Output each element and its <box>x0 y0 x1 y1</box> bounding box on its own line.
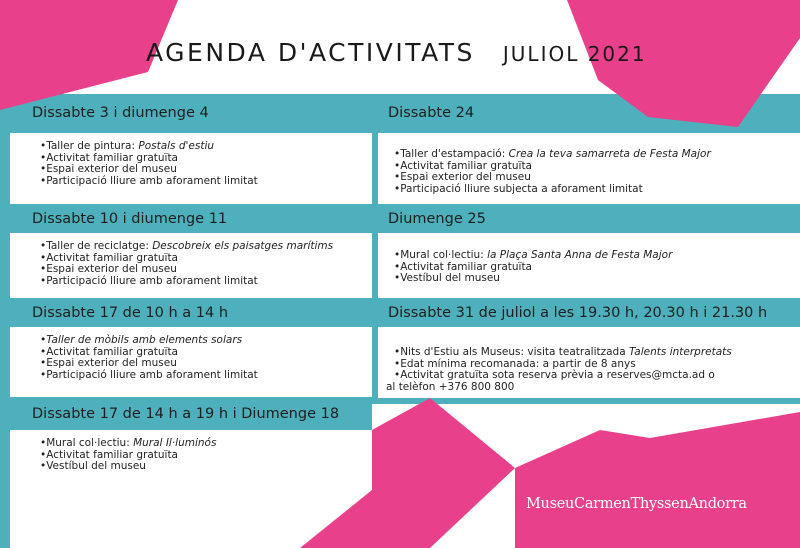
activity-line: •Participació lliure amb aforament limitat <box>40 368 258 381</box>
activity-line: •Taller de reciclatge: Descobreix els paisatges marítims <box>40 240 334 252</box>
activity-line: •Espai exterior del museu <box>40 163 177 176</box>
activity-line: •Participació lliure amb aforament limitat <box>40 174 258 187</box>
activity-line: •Vestíbul del museu <box>394 272 500 285</box>
date-heading: Dissabte 3 i diumenge 4 <box>32 105 209 121</box>
activity-line: •Vestíbul del museu <box>40 460 146 473</box>
activity-line: •Nits d'Estiu als Museus: visita teatralitzada Talents interpretats <box>394 346 732 358</box>
activity-box <box>10 430 372 490</box>
activity-line: •Mural col·lectiu: la Plaça Santa Anna de Festa Major <box>394 249 673 261</box>
activity-box <box>10 233 372 298</box>
activity-box <box>10 133 372 204</box>
activity-line: •Participació lliure amb aforament limitat <box>40 274 258 287</box>
pink-shape <box>515 412 800 548</box>
activity-line: •Espai exterior del museu <box>40 263 177 276</box>
activity-line: •Activitat gratuïta sota reserva prèvia a reserves@mcta.ad o <box>394 369 715 382</box>
activity-line: •Taller de mòbils amb elements solars <box>40 334 243 346</box>
activity-line: •Taller de pintura: Postals d'estiu <box>40 140 215 152</box>
date-heading: Dissabte 17 de 10 h a 14 h <box>32 305 229 321</box>
activity-line: •Activitat familiar gratuïta <box>40 448 178 461</box>
activity-line: •Activitat familiar gratuïta <box>40 345 178 358</box>
date-heading: Dissabte 24 <box>388 105 475 121</box>
activity-line: •Espai exterior del museu <box>40 357 177 370</box>
page-title <box>146 38 647 67</box>
title-sub: JULIOL 2021 <box>502 42 647 66</box>
activity-line: •Activitat familiar gratuïta <box>40 151 178 164</box>
teal-band <box>0 133 10 204</box>
activity-box <box>378 133 800 204</box>
activity-line: •Taller d'estampació: Crea la teva samarreta de Festa Major <box>394 148 711 160</box>
activity-line: •Mural col·lectiu: Mural Il·luminós <box>40 437 217 449</box>
museum-logo: MuseuCarmenThyssenAndorra <box>526 496 747 512</box>
activity-box <box>10 327 372 397</box>
activity-box <box>378 233 800 298</box>
date-heading: Dissabte 10 i diumenge 11 <box>32 211 228 227</box>
activity-box <box>378 327 800 398</box>
teal-band <box>372 398 800 404</box>
teal-band <box>0 327 10 397</box>
activity-line: •Participació lliure subjecta a aforament limitat <box>394 182 643 195</box>
title-main: AGENDA D'ACTIVITATS <box>146 38 475 67</box>
activity-line: •Activitat familiar gratuïta <box>394 159 532 172</box>
activity-line: al telèfon +376 800 800 <box>386 380 515 393</box>
date-heading: Diumenge 25 <box>388 211 486 227</box>
date-heading: Dissabte 17 de 14 h a 19 h i Diumenge 18 <box>32 406 340 422</box>
activity-line: •Activitat familiar gratuïta <box>394 260 532 273</box>
activity-line: •Espai exterior del museu <box>394 171 531 184</box>
activity-line: •Edat mínima recomanada: a partir de 8 anys <box>394 357 636 370</box>
date-heading: Dissabte 31 de juliol a les 19.30 h, 20.30 h i 21.30 h <box>388 305 768 321</box>
teal-band <box>0 430 10 548</box>
activity-line: •Activitat familiar gratuïta <box>40 251 178 264</box>
teal-band <box>0 233 10 298</box>
